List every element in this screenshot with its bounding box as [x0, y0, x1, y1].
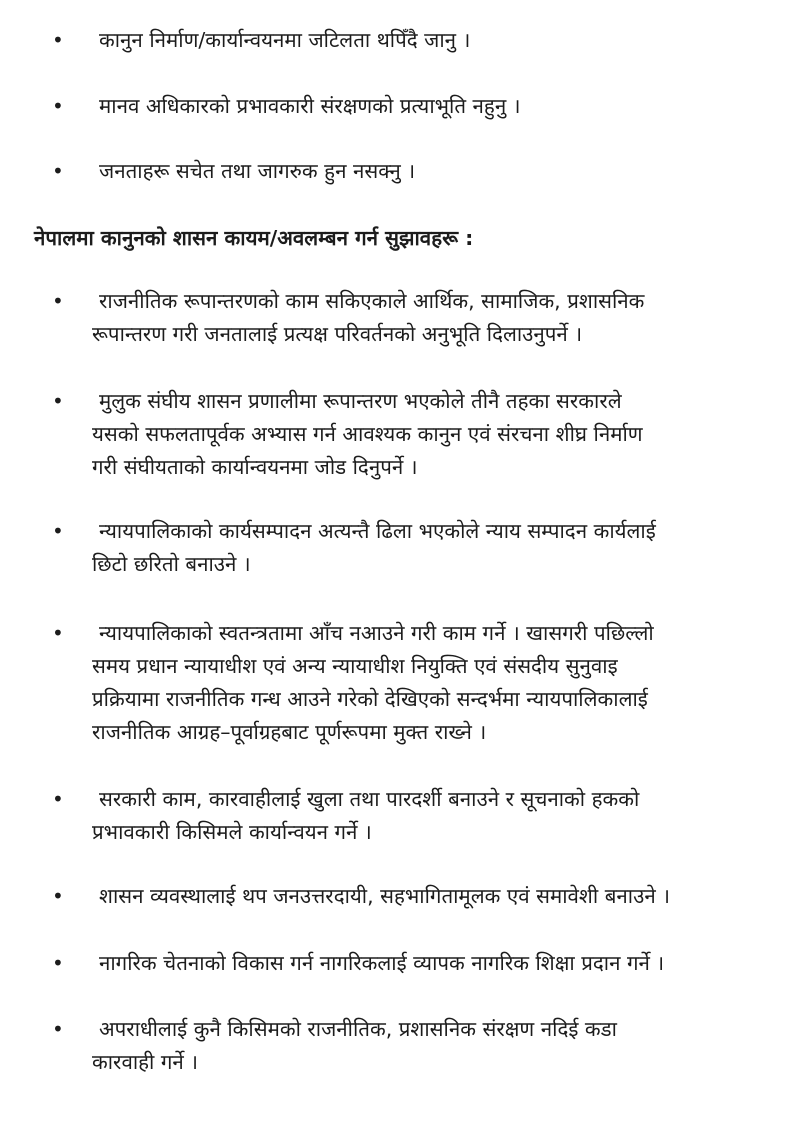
- suggestion-text: [92, 880, 772, 913]
- bullet-icon: • •: [52, 28, 64, 52]
- suggestion-text: [92, 385, 772, 484]
- bullet-icon: • •: [52, 159, 64, 183]
- suggestion-item: [0, 285, 800, 351]
- suggestion-text-line: राजनीतिक आग्रह–पूर्वाग्रहबाट पूर्णरूपमा मुक्त राख्ने ।: [92, 720, 487, 744]
- suggestion-text: [92, 783, 772, 849]
- suggestion-text-line: प्रभावकारी किसिमले कार्यान्वयन गर्ने ।: [92, 820, 372, 844]
- suggestion-text-line: राजनीतिक रूपान्तरणको काम सकिएकाले आर्थिक, सामाजिक, प्रशासनिक: [99, 289, 645, 313]
- intro-item: [0, 155, 800, 188]
- bullet-icon: • •: [52, 1017, 64, 1041]
- suggestion-text-line: प्रक्रियामा राजनीतिक गन्ध आउने गरेको देखिएको सन्दर्भमा न्यायपालिकालाई: [92, 687, 648, 711]
- suggestion-text-line: छिटो छरितो बनाउने ।: [92, 552, 251, 576]
- suggestion-text: [92, 515, 772, 581]
- bullet-icon: • •: [52, 94, 64, 118]
- bullet-icon: • •: [52, 951, 64, 975]
- bullet-icon: • •: [52, 289, 64, 313]
- suggestion-item: [0, 1013, 800, 1079]
- bullet-icon: • •: [52, 787, 64, 811]
- intro-text: [92, 155, 772, 188]
- suggestion-item: [0, 880, 800, 913]
- suggestion-text: [92, 617, 772, 749]
- suggestion-item: [0, 515, 800, 581]
- bullet-icon: • •: [52, 621, 64, 645]
- section-heading: नेपालमा कानुनको शासन कायम/अवलम्बन गर्न सुझावहरू :: [34, 226, 474, 250]
- intro-item: [0, 24, 800, 57]
- bullet-icon: • •: [52, 519, 64, 543]
- suggestion-text-line: न्यायपालिकाको कार्यसम्पादन अत्यन्तै ढिला भएकोले न्याय सम्पादन कार्यलाई: [99, 519, 656, 543]
- suggestion-text-line: समय प्रधान न्यायाधीश एवं अन्य न्यायाधीश नियुक्ति एवं संसदीय सुनुवाइ: [92, 654, 618, 678]
- suggestion-text-line: गरी संघीयताको कार्यान्वयनमा जोड दिनुपर्ने ।: [92, 455, 418, 479]
- intro-text: [92, 24, 772, 57]
- suggestion-item: [0, 783, 800, 849]
- suggestion-text-line: न्यायपालिकाको स्वतन्त्रतामा आँच नआउने गरी काम गर्ने । खासगरी पछिल्लो: [99, 621, 654, 645]
- suggestion-text-line: शासन व्यवस्थालाई थप जनउत्तरदायी, सहभागितामूलक एवं समावेशी बनाउने ।: [99, 884, 670, 908]
- suggestion-text: [92, 1013, 772, 1079]
- suggestion-item: [0, 617, 800, 749]
- intro-text-line: मानव अधिकारको प्रभावकारी संरक्षणको प्रत्याभूति नहुनु ।: [99, 94, 521, 118]
- intro-text-line: जनताहरू सचेत तथा जागरुक हुन नसक्नु ।: [99, 159, 416, 183]
- suggestion-text-line: यसको सफलतापूर्वक अभ्यास गर्न आवश्यक कानुन एवं संरचना शीघ्र निर्माण: [92, 422, 643, 446]
- suggestion-text-line: अपराधीलाई कुनै किसिमको राजनीतिक, प्रशासनिक संरक्षण नदिई कडा: [99, 1017, 617, 1041]
- suggestion-text-line: सरकारी काम, कारवाहीलाई खुला तथा पारदर्शी बनाउने र सूचनाको हकको: [99, 787, 640, 811]
- suggestion-text: [92, 947, 772, 980]
- suggestion-item: [0, 947, 800, 980]
- intro-text: [92, 90, 772, 123]
- suggestion-text-line: रूपान्तरण गरी जनतालाई प्रत्यक्ष परिवर्तनको अनुभूति दिलाउनुपर्ने ।: [92, 322, 583, 346]
- suggestion-text-line: नागरिक चेतनाको विकास गर्न नागरिकलाई व्यापक नागरिक शिक्षा प्रदान गर्ने ।: [99, 951, 665, 975]
- bullet-icon: • •: [52, 884, 64, 908]
- intro-text-line: कानुन निर्माण/कार्यान्वयनमा जटिलता थपिँदै जानु ।: [99, 28, 471, 52]
- intro-item: [0, 90, 800, 123]
- suggestion-text: [92, 285, 772, 351]
- bullet-icon: • •: [52, 389, 64, 413]
- suggestion-text-line: कारवाही गर्ने ।: [92, 1050, 199, 1074]
- suggestion-text-line: मुलुक संघीय शासन प्रणालीमा रूपान्तरण भएकोले तीनै तहका सरकारले: [99, 389, 622, 413]
- suggestion-item: [0, 385, 800, 484]
